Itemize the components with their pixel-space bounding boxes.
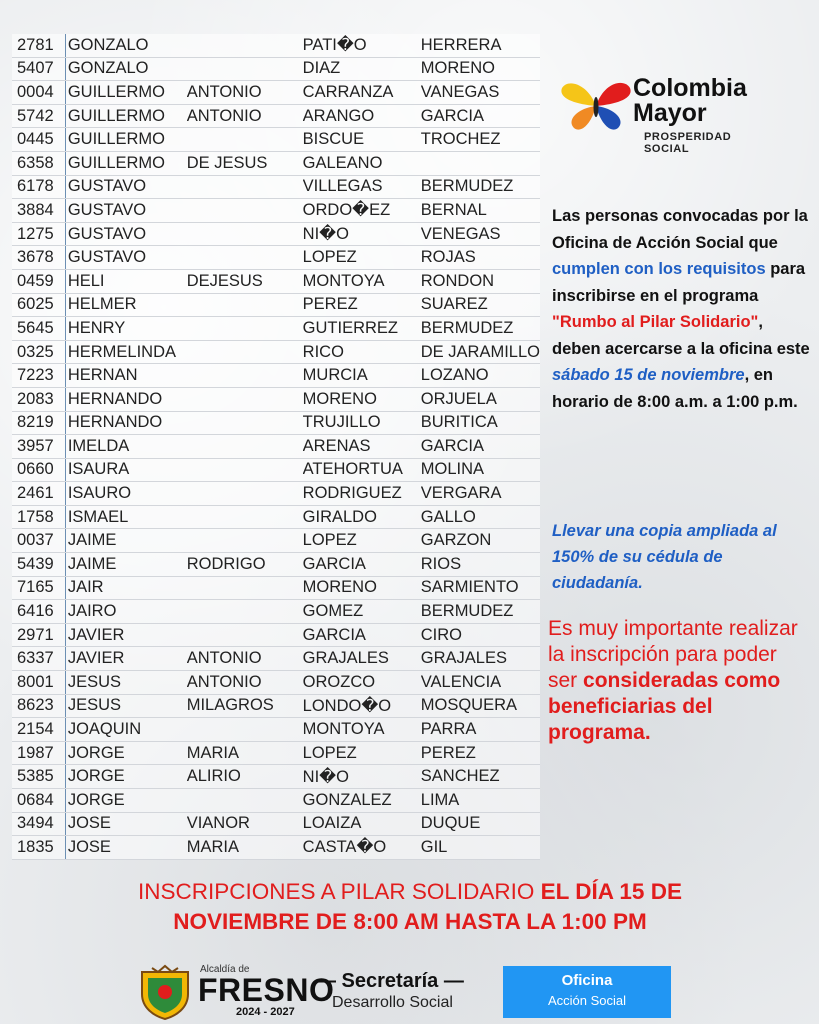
beneficiaries-table — [12, 34, 540, 860]
first-name-cell: JAIR — [65, 576, 186, 600]
first-name-cell: GUSTAVO — [65, 246, 186, 270]
first-surname-cell: CARRANZA — [303, 81, 421, 105]
first-surname-cell: VILLEGAS — [303, 175, 421, 199]
first-name-cell: GUSTAVO — [65, 199, 186, 223]
table-row — [12, 269, 540, 293]
first-name-cell: GUILLERMO — [65, 81, 186, 105]
second-surname-cell: SUAREZ — [421, 293, 540, 317]
first-surname-cell: RICO — [303, 340, 421, 364]
first-surname-cell: GONZALEZ — [303, 789, 421, 813]
first-surname-cell: MORENO — [303, 387, 421, 411]
first-name-cell: GONZALO — [65, 57, 186, 81]
second-surname-cell: BERMUDEZ — [421, 175, 540, 199]
id-cell: 5439 — [12, 553, 65, 577]
first-name-cell: JORGE — [65, 741, 186, 765]
table-row — [12, 246, 540, 270]
table-row — [12, 482, 540, 506]
first-surname-cell: GUTIERREZ — [303, 317, 421, 341]
id-cell: 3494 — [12, 812, 65, 836]
first-surname-cell: ATEHORTUA — [303, 458, 421, 482]
table-row — [12, 671, 540, 695]
second-surname-cell: LOZANO — [421, 364, 540, 388]
second-surname-cell — [421, 151, 540, 175]
id-cell: 7223 — [12, 364, 65, 388]
importance-notice — [548, 616, 810, 746]
second-surname-cell: MOSQUERA — [421, 694, 540, 718]
table-row — [12, 151, 540, 175]
table-row — [12, 222, 540, 246]
table-row — [12, 600, 540, 624]
second-surname-cell: PEREZ — [421, 741, 540, 765]
first-name-cell: HERMELINDA — [65, 340, 186, 364]
second-surname-cell: PARRA — [421, 718, 540, 742]
requirements-highlight: cumplen con los requisitos — [552, 260, 766, 278]
second-name-cell — [187, 364, 303, 388]
id-cell: 2083 — [12, 387, 65, 411]
date-highlight: sábado 15 de noviembre — [552, 366, 745, 384]
second-surname-cell: BERNAL — [421, 199, 540, 223]
first-surname-cell: PEREZ — [303, 293, 421, 317]
first-name-cell: JAIME — [65, 553, 186, 577]
table-row — [12, 435, 540, 459]
second-surname-cell: DE JARAMILLO — [421, 340, 540, 364]
id-cell: 0037 — [12, 529, 65, 553]
instructions-text-2: para inscribirse en el programa — [552, 260, 806, 305]
first-name-cell: HERNAN — [65, 364, 186, 388]
first-name-cell: GUILLERMO — [65, 128, 186, 152]
table-row — [12, 317, 540, 341]
table-row — [12, 623, 540, 647]
second-name-cell — [187, 458, 303, 482]
id-cell: 1987 — [12, 741, 65, 765]
table-row — [12, 57, 540, 81]
second-name-cell — [187, 411, 303, 435]
second-name-cell — [187, 482, 303, 506]
second-name-cell — [187, 529, 303, 553]
table-row — [12, 553, 540, 577]
second-surname-cell: ROJAS — [421, 246, 540, 270]
id-cell: 2971 — [12, 623, 65, 647]
first-name-cell: HERNANDO — [65, 387, 186, 411]
first-name-cell: JESUS — [65, 694, 186, 718]
second-name-cell — [187, 34, 303, 57]
second-name-cell — [187, 387, 303, 411]
second-name-cell — [187, 600, 303, 624]
second-surname-cell: HERRERA — [421, 34, 540, 57]
table-row — [12, 765, 540, 789]
second-name-cell — [187, 57, 303, 81]
second-name-cell — [187, 505, 303, 529]
first-surname-cell: GARCIA — [303, 623, 421, 647]
second-name-cell — [187, 623, 303, 647]
id-cell: 0325 — [12, 340, 65, 364]
first-surname-cell: GARCIA — [303, 553, 421, 577]
first-surname-cell: GALEANO — [303, 151, 421, 175]
second-name-cell — [187, 246, 303, 270]
id-cell: 0004 — [12, 81, 65, 105]
first-name-cell: GUSTAVO — [65, 222, 186, 246]
id-cell: 6416 — [12, 600, 65, 624]
first-surname-cell: MURCIA — [303, 364, 421, 388]
table-row — [12, 458, 540, 482]
second-surname-cell: VALENCIA — [421, 671, 540, 695]
table-row — [12, 364, 540, 388]
second-surname-cell: BERMUDEZ — [421, 317, 540, 341]
second-name-cell — [187, 317, 303, 341]
first-name-cell: GUSTAVO — [65, 175, 186, 199]
second-name-cell — [187, 175, 303, 199]
banner-line1-bold: EL DÍA 15 DE — [540, 879, 682, 904]
first-name-cell: ISAURO — [65, 482, 186, 506]
first-name-cell: IMELDA — [65, 435, 186, 459]
oficina-accion-social-badge — [503, 966, 671, 1018]
first-surname-cell: ARENAS — [303, 435, 421, 459]
secretaria-label: — Secretaría — — [316, 970, 464, 992]
id-cell: 8219 — [12, 411, 65, 435]
table-row — [12, 34, 540, 57]
second-surname-cell: CIRO — [421, 623, 540, 647]
first-name-cell: GONZALO — [65, 34, 186, 57]
second-surname-cell: MORENO — [421, 57, 540, 81]
first-surname-cell: MORENO — [303, 576, 421, 600]
table-row — [12, 293, 540, 317]
first-surname-cell: ARANGO — [303, 104, 421, 128]
id-cell: 6358 — [12, 151, 65, 175]
first-surname-cell: RODRIGUEZ — [303, 482, 421, 506]
second-surname-cell: VERGARA — [421, 482, 540, 506]
first-surname-cell: OROZCO — [303, 671, 421, 695]
table-row — [12, 128, 540, 152]
id-cell: 5407 — [12, 57, 65, 81]
table-row — [12, 387, 540, 411]
table-row — [12, 411, 540, 435]
alcaldia-label: Alcaldía de — [200, 964, 250, 975]
second-name-cell — [187, 435, 303, 459]
table-row — [12, 789, 540, 813]
table-row — [12, 175, 540, 199]
table-row — [12, 199, 540, 223]
colombia-mayor-logo — [560, 72, 780, 155]
id-cell: 3678 — [12, 246, 65, 270]
second-name-cell: MARIA — [187, 741, 303, 765]
second-name-cell — [187, 340, 303, 364]
instructions-text-1: Las personas convocadas por la Oficina de Acción Social que — [552, 207, 808, 252]
first-name-cell: JAIME — [65, 529, 186, 553]
first-surname-cell: GRAJALES — [303, 647, 421, 671]
first-surname-cell: TRUJILLO — [303, 411, 421, 435]
first-surname-cell: GIRALDO — [303, 505, 421, 529]
id-cell: 1758 — [12, 505, 65, 529]
id-cell: 6337 — [12, 647, 65, 671]
second-name-cell — [187, 576, 303, 600]
first-surname-cell: GOMEZ — [303, 600, 421, 624]
program-name-highlight: "Rumbo al Pilar Solidario" — [552, 313, 759, 331]
second-name-cell: ANTONIO — [187, 104, 303, 128]
second-surname-cell: GIL — [421, 836, 540, 860]
second-surname-cell: GARZON — [421, 529, 540, 553]
id-cell: 1275 — [12, 222, 65, 246]
footer-logos — [0, 960, 819, 1024]
second-name-cell: DE JESUS — [187, 151, 303, 175]
registration-banner — [60, 877, 760, 937]
second-name-cell: RODRIGO — [187, 553, 303, 577]
first-name-cell: ISMAEL — [65, 505, 186, 529]
id-cell: 5645 — [12, 317, 65, 341]
id-cell: 1835 — [12, 836, 65, 860]
id-cell: 0684 — [12, 789, 65, 813]
first-surname-cell: PATI�O — [303, 34, 421, 57]
table-row — [12, 104, 540, 128]
id-cell: 2781 — [12, 34, 65, 57]
second-name-cell: ALIRIO — [187, 765, 303, 789]
id-cell: 0445 — [12, 128, 65, 152]
first-name-cell: ISAURA — [65, 458, 186, 482]
second-surname-cell: ORJUELA — [421, 387, 540, 411]
first-name-cell: HELI — [65, 269, 186, 293]
id-cell: 7165 — [12, 576, 65, 600]
id-cell: 8001 — [12, 671, 65, 695]
second-surname-cell: DUQUE — [421, 812, 540, 836]
table-row — [12, 529, 540, 553]
second-name-cell — [187, 128, 303, 152]
second-name-cell: ANTONIO — [187, 647, 303, 671]
first-name-cell: HERNANDO — [65, 411, 186, 435]
second-surname-cell: GARCIA — [421, 104, 540, 128]
banner-line1-normal: INSCRIPCIONES A PILAR SOLIDARIO — [138, 879, 541, 904]
table-row — [12, 812, 540, 836]
second-surname-cell: BERMUDEZ — [421, 600, 540, 624]
id-cell: 5385 — [12, 765, 65, 789]
second-surname-cell: VANEGAS — [421, 81, 540, 105]
desarrollo-social-label: Desarrollo Social — [332, 994, 453, 1011]
second-name-cell — [187, 199, 303, 223]
first-name-cell: GUILLERMO — [65, 104, 186, 128]
oficina-label: Oficina — [561, 972, 613, 989]
second-name-cell: VIANOR — [187, 812, 303, 836]
first-name-cell: JORGE — [65, 765, 186, 789]
first-surname-cell: MONTOYA — [303, 718, 421, 742]
second-name-cell — [187, 222, 303, 246]
importance-bold-text: consideradas como beneficiarias del programa. — [548, 669, 781, 744]
first-surname-cell: CASTA�O — [303, 836, 421, 860]
table-row — [12, 81, 540, 105]
first-surname-cell: NI�O — [303, 222, 421, 246]
importance-text: Es muy importante realizar la inscripción para poder ser — [548, 617, 798, 692]
first-surname-cell: LONDO�O — [303, 694, 421, 718]
id-cell: 8623 — [12, 694, 65, 718]
first-name-cell: JOAQUIN — [65, 718, 186, 742]
table-row — [12, 694, 540, 718]
instructions-text-4: , en horario de 8:00 a.m. a 1:00 p.m. — [552, 366, 798, 411]
second-name-cell: ANTONIO — [187, 671, 303, 695]
second-name-cell — [187, 789, 303, 813]
second-surname-cell: SARMIENTO — [421, 576, 540, 600]
second-surname-cell: SANCHEZ — [421, 765, 540, 789]
second-surname-cell: TROCHEZ — [421, 128, 540, 152]
second-surname-cell: MOLINA — [421, 458, 540, 482]
first-name-cell: JOSE — [65, 836, 186, 860]
first-surname-cell: BISCUE — [303, 128, 421, 152]
second-surname-cell: RONDON — [421, 269, 540, 293]
table-row — [12, 718, 540, 742]
second-surname-cell: GALLO — [421, 505, 540, 529]
accion-social-label: Acción Social — [547, 993, 627, 1008]
first-name-cell: JAVIER — [65, 623, 186, 647]
first-name-cell: JOSE — [65, 812, 186, 836]
second-surname-cell: RIOS — [421, 553, 540, 577]
first-surname-cell: NI�O — [303, 765, 421, 789]
first-name-cell: GUILLERMO — [65, 151, 186, 175]
id-cell: 2461 — [12, 482, 65, 506]
first-surname-cell: LOPEZ — [303, 246, 421, 270]
first-surname-cell: LOPEZ — [303, 741, 421, 765]
first-name-cell: JAVIER — [65, 647, 186, 671]
first-name-cell: JAIRO — [65, 600, 186, 624]
id-cell: 5742 — [12, 104, 65, 128]
id-cell: 6025 — [12, 293, 65, 317]
second-name-cell — [187, 718, 303, 742]
first-surname-cell: LOPEZ — [303, 529, 421, 553]
id-cell: 3884 — [12, 199, 65, 223]
butterfly-logo-icon — [560, 76, 632, 136]
second-surname-cell: VENEGAS — [421, 222, 540, 246]
banner-line2: NOVIEMBRE DE 8:00 AM HASTA LA 1:00 PM — [173, 909, 647, 934]
second-name-cell: MILAGROS — [187, 694, 303, 718]
table-row — [12, 741, 540, 765]
id-cell: 2154 — [12, 718, 65, 742]
period-label: 2024 - 2027 — [236, 1006, 295, 1018]
first-surname-cell: LOAIZA — [303, 812, 421, 836]
second-name-cell: MARIA — [187, 836, 303, 860]
second-surname-cell: BURITICA — [421, 411, 540, 435]
second-name-cell: DEJESUS — [187, 269, 303, 293]
second-surname-cell: LIMA — [421, 789, 540, 813]
id-cell: 3957 — [12, 435, 65, 459]
table-row — [12, 576, 540, 600]
logo-subtitle: PROSPERIDAD SOCIAL — [644, 131, 732, 155]
instructions-text-3: , deben acercarse a la oficina este — [552, 313, 810, 358]
id-copy-note: Llevar una copia ampliada al 150% de su cédula de ciudadanía. — [552, 522, 777, 592]
first-name-cell: HELMER — [65, 293, 186, 317]
second-name-cell: ANTONIO — [187, 81, 303, 105]
id-cell: 6178 — [12, 175, 65, 199]
second-name-cell — [187, 293, 303, 317]
first-name-cell: JORGE — [65, 789, 186, 813]
table-row — [12, 505, 540, 529]
logo-title-line2: Mayor — [633, 99, 707, 127]
table-row — [12, 647, 540, 671]
table-row — [12, 340, 540, 364]
first-surname-cell: DIAZ — [303, 57, 421, 81]
id-cell: 0459 — [12, 269, 65, 293]
municipal-shield-icon — [138, 964, 192, 1020]
id-cell: 0660 — [12, 458, 65, 482]
logo-title-line1: Colombia — [633, 74, 747, 102]
instructions-paragraph — [552, 203, 814, 415]
first-surname-cell: MONTOYA — [303, 269, 421, 293]
table-row — [12, 836, 540, 860]
second-surname-cell: GARCIA — [421, 435, 540, 459]
fresno-label: FRESNO — [198, 972, 335, 1008]
first-surname-cell: ORDO�EZ — [303, 199, 421, 223]
first-name-cell: HENRY — [65, 317, 186, 341]
first-name-cell: JESUS — [65, 671, 186, 695]
second-surname-cell: GRAJALES — [421, 647, 540, 671]
